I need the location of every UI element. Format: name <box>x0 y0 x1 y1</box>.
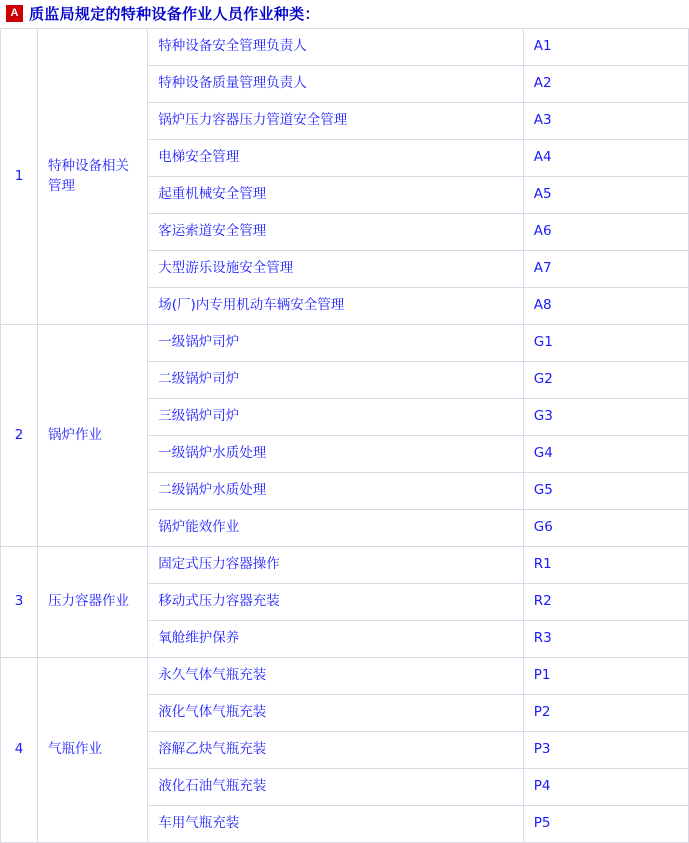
occupation-code-cell: G6 <box>523 510 688 547</box>
group-name-cell: 压力容器作业 <box>38 547 148 658</box>
occupation-category-table <box>0 28 689 843</box>
group-number-cell: 2 <box>1 325 38 547</box>
group-number-cell: 1 <box>1 29 38 325</box>
page-header <box>0 0 689 26</box>
occupation-code-cell: A2 <box>523 66 688 103</box>
occupation-code-cell: A1 <box>523 29 688 66</box>
occupation-code-cell: R3 <box>523 621 688 658</box>
occupation-code-cell: R2 <box>523 584 688 621</box>
table-row <box>1 658 689 695</box>
occupation-code-cell: A7 <box>523 251 688 288</box>
group-name-cell: 气瓶作业 <box>38 658 148 843</box>
occupation-code-cell: R1 <box>523 547 688 584</box>
occupation-name-cell: 永久气体气瓶充装 <box>148 658 524 695</box>
occupation-code-cell: P5 <box>523 806 688 843</box>
occupation-name-cell: 液化气体气瓶充装 <box>148 695 524 732</box>
table-row <box>1 547 689 584</box>
occupation-code-cell: A5 <box>523 177 688 214</box>
table-body <box>1 29 689 843</box>
page-title: 质监局规定的特种设备作业人员作业种类： <box>29 4 320 23</box>
occupation-name-cell: 移动式压力容器充装 <box>148 584 524 621</box>
occupation-name-cell: 场(厂)内专用机动车辆安全管理 <box>148 288 524 325</box>
occupation-name-cell: 特种设备安全管理负责人 <box>148 29 524 66</box>
occupation-name-cell: 三级锅炉司炉 <box>148 399 524 436</box>
occupation-name-cell: 氧舱维护保养 <box>148 621 524 658</box>
occupation-code-cell: A3 <box>523 103 688 140</box>
occupation-name-cell: 二级锅炉水质处理 <box>148 473 524 510</box>
occupation-name-cell: 起重机械安全管理 <box>148 177 524 214</box>
occupation-name-cell: 二级锅炉司炉 <box>148 362 524 399</box>
occupation-code-cell: P2 <box>523 695 688 732</box>
occupation-code-cell: G2 <box>523 362 688 399</box>
occupation-name-cell: 客运索道安全管理 <box>148 214 524 251</box>
occupation-name-cell: 一级锅炉司炉 <box>148 325 524 362</box>
occupation-code-cell: G4 <box>523 436 688 473</box>
group-number-cell: 4 <box>1 658 38 843</box>
occupation-code-cell: G3 <box>523 399 688 436</box>
table-row <box>1 29 689 66</box>
occupation-name-cell: 溶解乙炔气瓶充装 <box>148 732 524 769</box>
occupation-code-cell: A8 <box>523 288 688 325</box>
occupation-name-cell: 锅炉能效作业 <box>148 510 524 547</box>
occupation-code-cell: G1 <box>523 325 688 362</box>
occupation-name-cell: 大型游乐设施安全管理 <box>148 251 524 288</box>
occupation-name-cell: 固定式压力容器操作 <box>148 547 524 584</box>
occupation-code-cell: P1 <box>523 658 688 695</box>
occupation-name-cell: 锅炉压力容器压力管道安全管理 <box>148 103 524 140</box>
occupation-name-cell: 电梯安全管理 <box>148 140 524 177</box>
group-name-cell: 锅炉作业 <box>38 325 148 547</box>
occupation-name-cell: 液化石油气瓶充装 <box>148 769 524 806</box>
section-badge-icon: A <box>6 5 23 22</box>
occupation-code-cell: A6 <box>523 214 688 251</box>
table-row <box>1 325 689 362</box>
occupation-code-cell: P4 <box>523 769 688 806</box>
group-name-cell: 特种设备相关管理 <box>38 29 148 325</box>
occupation-code-cell: G5 <box>523 473 688 510</box>
occupation-name-cell: 车用气瓶充装 <box>148 806 524 843</box>
group-number-cell: 3 <box>1 547 38 658</box>
occupation-code-cell: P3 <box>523 732 688 769</box>
occupation-name-cell: 特种设备质量管理负责人 <box>148 66 524 103</box>
occupation-code-cell: A4 <box>523 140 688 177</box>
occupation-name-cell: 一级锅炉水质处理 <box>148 436 524 473</box>
